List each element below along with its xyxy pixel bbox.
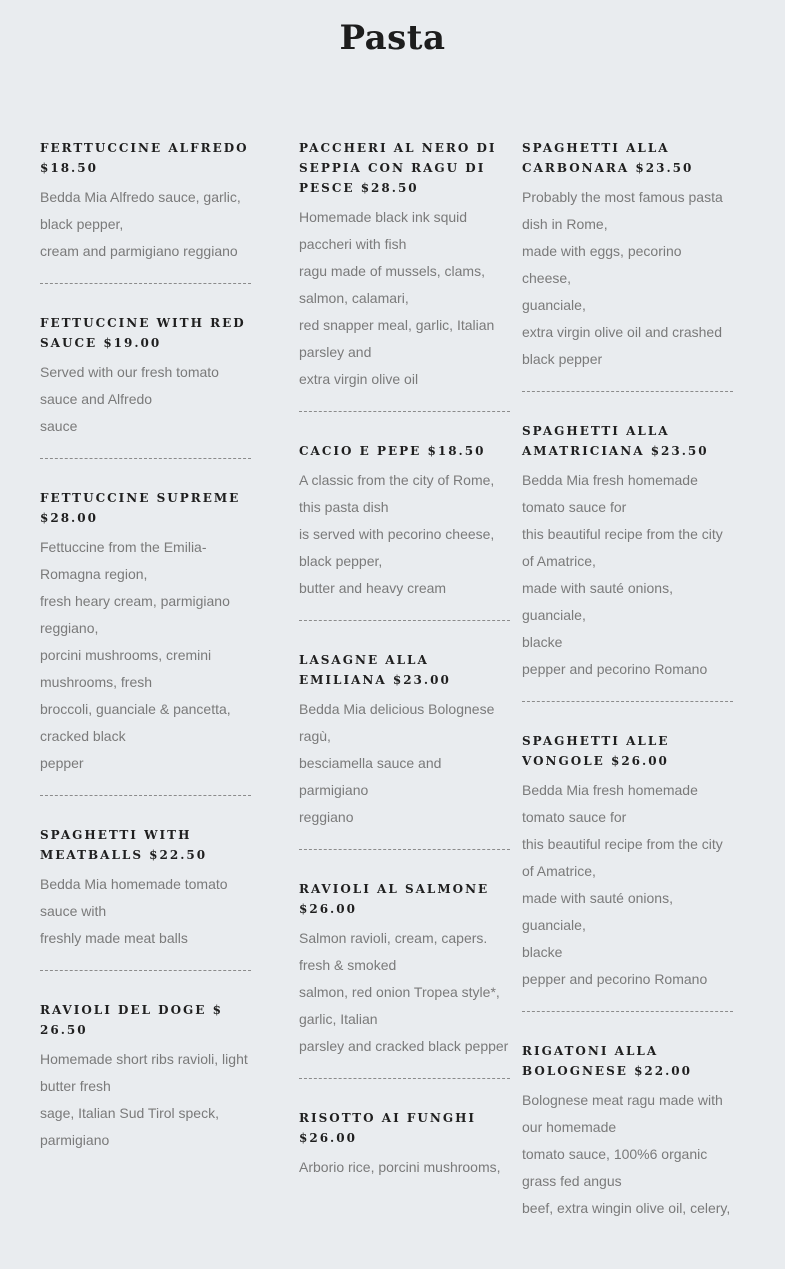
- menu-item: [299, 1108, 510, 1199]
- menu-item-description: butter and heavy cream: [299, 580, 447, 596]
- menu-item-description: pepper: [40, 755, 84, 771]
- menu-item-description: of Amatrice,: [522, 863, 596, 879]
- menu-item-description: guanciale,: [522, 297, 586, 313]
- menu-item-description: Fettuccine from the Emilia-: [40, 539, 207, 555]
- menu-column-3: [522, 138, 733, 1269]
- menu-item: [522, 731, 733, 1012]
- menu-item: [40, 825, 251, 971]
- menu-item-description: parmigiano: [40, 1132, 110, 1148]
- menu-item-description: besciamella sauce and parmigiano: [299, 755, 442, 798]
- menu-item: [40, 313, 251, 459]
- menu-item-description: Bedda Mia homemade tomato: [40, 876, 228, 892]
- menu-item-description: pepper and pecorino Romano: [522, 661, 708, 677]
- menu-item-title: RAVIOLI AL SALMONE $26.00: [299, 882, 490, 916]
- menu-item: [299, 441, 510, 621]
- menu-item-description: cream and parmigiano reggiano: [40, 243, 238, 259]
- menu-item-description: made with sauté onions, guanciale,: [522, 890, 673, 933]
- menu-item-title: SPAGHETTI ALLA CARBONARA $23.50: [522, 141, 694, 175]
- menu-item-description: sauce: [40, 418, 78, 434]
- menu-item-title: FETTUCCINE WITH RED SAUCE $19.00: [40, 316, 246, 350]
- menu-item-title: RIGATONI ALLA BOLOGNESE $22.00: [522, 1044, 692, 1078]
- menu-item-description: tomato sauce for: [522, 499, 627, 515]
- menu-item-description: made with sauté onions, guanciale,: [522, 580, 673, 623]
- menu-column-2: [299, 138, 510, 1228]
- menu-item-description: blacke: [522, 634, 563, 650]
- menu-item-description: grass fed angus: [522, 1173, 622, 1189]
- menu-item-title: SPAGHETTI ALLA AMATRICIANA $23.50: [522, 424, 709, 458]
- menu-item-description: pepper and pecorino Romano: [522, 971, 708, 987]
- menu-item-description: Bedda Mia delicious Bolognese: [299, 701, 495, 717]
- menu-item-description: ragù,: [299, 728, 331, 744]
- menu-item-description: black pepper: [522, 351, 603, 367]
- menu-item-title: RAVIOLI DEL DOGE $ 26.50: [40, 1003, 223, 1037]
- menu-item-description: made with eggs, pecorino cheese,: [522, 243, 682, 286]
- menu-item-description: Salmon ravioli, cream, capers.: [299, 930, 488, 946]
- menu-item-description: fresh & smoked: [299, 957, 397, 973]
- menu-item-description: extra virgin olive oil: [299, 371, 419, 387]
- menu-item-description: blacke: [522, 944, 563, 960]
- menu-item-title: RISOTTO AI FUNGHI $26.00: [299, 1111, 477, 1145]
- menu-item-description: reggiano,: [40, 620, 99, 636]
- menu-item-title: SPAGHETTI WITH MEATBALLS $22.50: [40, 828, 208, 862]
- menu-item: [522, 1041, 733, 1240]
- menu-item-description: dish in Rome,: [522, 216, 608, 232]
- menu-item: [40, 138, 251, 284]
- menu-item-title: FETTUCCINE SUPREME $28.00: [40, 491, 241, 525]
- menu-item-description: garlic, Italian: [299, 1011, 378, 1027]
- page-title: Pasta: [339, 18, 446, 58]
- menu-item-description: Homemade black ink squid: [299, 209, 468, 225]
- menu-item-description: extra virgin olive oil and crashed: [522, 324, 722, 340]
- menu-item-description: parsley and: [299, 344, 372, 360]
- menu-item-description: salmon, red onion Tropea style*,: [299, 984, 500, 1000]
- menu-item-description: butter fresh: [40, 1078, 111, 1094]
- menu-item-description: tomato sauce, 100%6 organic: [522, 1146, 708, 1162]
- menu-item-title: FERTTUCCINE ALFREDO $18.50: [40, 141, 249, 175]
- menu-item-description: Bedda Mia fresh homemade: [522, 782, 698, 798]
- menu-item-description: A classic from the city of Rome,: [299, 472, 495, 488]
- menu-item-description: Arborio rice, porcini mushrooms,: [299, 1159, 501, 1175]
- menu-item-description: parsley and cracked black pepper: [299, 1038, 509, 1054]
- menu-item: [522, 421, 733, 702]
- menu-item-description: black pepper,: [299, 553, 383, 569]
- menu-item-title: SPAGHETTI ALLE VONGOLE $26.00: [522, 734, 670, 768]
- menu-item-description: fresh heary cream, parmigiano: [40, 593, 230, 609]
- menu-item-description: ragu made of mussels, clams,: [299, 263, 485, 279]
- menu-item-description: freshly made meat balls: [40, 930, 188, 946]
- menu-item-description: beef, extra wingin olive oil, celery,: [522, 1200, 731, 1216]
- menu-item: [299, 650, 510, 850]
- menu-item: [40, 488, 251, 796]
- menu-item-description: Probably the most famous pasta: [522, 189, 723, 205]
- menu-item-description: sage, Italian Sud Tirol speck,: [40, 1105, 219, 1121]
- menu-item: [40, 1000, 251, 1172]
- menu-item-description: Homemade short ribs ravioli, light: [40, 1051, 248, 1067]
- menu-item-description: cracked black: [40, 728, 126, 744]
- menu-item-description: red snapper meal, garlic, Italian: [299, 317, 495, 333]
- menu-item-description: sauce with: [40, 903, 107, 919]
- menu-item-description: tomato sauce for: [522, 809, 627, 825]
- menu-item-description: this beautiful recipe from the city: [522, 836, 723, 852]
- menu-item-title: CACIO E PEPE $18.50: [299, 444, 486, 458]
- menu-item-description: of Amatrice,: [522, 553, 596, 569]
- menu-item-description: Bedda Mia fresh homemade: [522, 472, 698, 488]
- menu-item-description: Bedda Mia Alfredo sauce, garlic,: [40, 189, 241, 205]
- menu-item-title: PACCHERI AL NERO DI SEPPIA CON RAGU DI PESCE $28.50: [299, 141, 497, 195]
- menu-item-description: broccoli, guanciale & pancetta,: [40, 701, 231, 717]
- menu-item-description: paccheri with fish: [299, 236, 407, 252]
- menu-item-description: this beautiful recipe from the city: [522, 526, 723, 542]
- menu-item: [522, 138, 733, 392]
- menu-item-title: LASAGNE ALLA EMILIANA $23.00: [299, 653, 451, 687]
- menu-item: [299, 879, 510, 1079]
- menu-item-description: is served with pecorino cheese,: [299, 526, 495, 542]
- menu-item-description: black pepper,: [40, 216, 124, 232]
- menu-item-description: our homemade: [522, 1119, 617, 1135]
- menu-item-description: porcini mushrooms, cremini: [40, 647, 212, 663]
- menu-item-description: Bolognese meat ragu made with: [522, 1092, 723, 1108]
- menu-item-description: salmon, calamari,: [299, 290, 409, 306]
- menu-item: [299, 138, 510, 412]
- menu-item-description: sauce and Alfredo: [40, 391, 153, 407]
- menu-item-description: reggiano: [299, 809, 354, 825]
- menu-item-description: this pasta dish: [299, 499, 389, 515]
- menu-item-description: Served with our fresh tomato: [40, 364, 219, 380]
- menu-item-description: mushrooms, fresh: [40, 674, 153, 690]
- menu-column-1: [40, 138, 251, 1201]
- menu-item-description: Romagna region,: [40, 566, 148, 582]
